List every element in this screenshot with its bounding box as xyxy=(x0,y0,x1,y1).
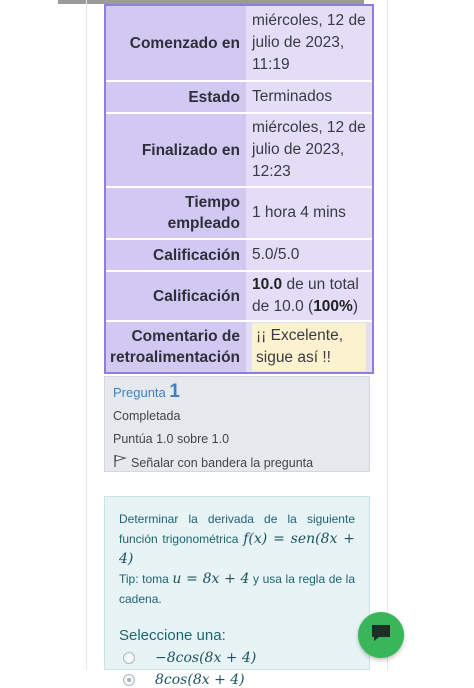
question-text-panel xyxy=(104,496,370,688)
grade-total-text: de un total de 10.0 ( xyxy=(252,276,359,315)
summary-value: 1 hora 4 mins xyxy=(246,188,372,238)
summary-value xyxy=(246,322,372,372)
chat-button[interactable] xyxy=(358,612,404,658)
question-number xyxy=(113,383,361,402)
answer-option[interactable] xyxy=(119,672,355,688)
question-statement xyxy=(119,509,355,569)
attempt-summary-table xyxy=(104,4,374,374)
answer-option-text: −8cos(8x + 4) xyxy=(155,650,257,666)
flag-icon xyxy=(113,454,127,471)
summary-label: Calificación xyxy=(106,240,246,270)
select-one-prompt: Seleccione una: xyxy=(119,627,226,644)
radio-button[interactable] xyxy=(123,652,135,664)
answer-option[interactable] xyxy=(119,650,355,666)
flag-question-link[interactable] xyxy=(113,454,361,471)
question-number-prefix: Pregunta xyxy=(113,385,166,400)
summary-value xyxy=(246,272,372,320)
summary-row-state xyxy=(106,80,372,112)
question-function: f(x) = sen(8x + 4) xyxy=(119,531,355,567)
answer-option-text: 8cos(8x + 4) xyxy=(155,672,245,688)
question-text: Determinar la derivada de la siguiente función trigonométrica xyxy=(119,512,355,546)
flag-question-label: Señalar con bandera la pregunta xyxy=(131,455,314,470)
summary-row-marks xyxy=(106,238,372,270)
question-tip xyxy=(119,569,355,609)
summary-value: 5.0/5.0 xyxy=(246,240,372,270)
feedback-text: ¡¡ Excelente, sigue así !! xyxy=(252,323,366,371)
grade-percent: 100% xyxy=(313,298,353,315)
tip-substitution: u = 8x + 4 xyxy=(172,571,250,587)
page-edge-right xyxy=(387,0,388,670)
summary-label: Estado xyxy=(106,82,246,112)
radio-button[interactable] xyxy=(123,674,135,686)
question-grade: Puntúa 1.0 sobre 1.0 xyxy=(113,432,230,446)
summary-value: miércoles, 12 de julio de 2023, 12:23 xyxy=(246,114,372,186)
grade-close-paren: ) xyxy=(352,298,359,315)
tip-suffix: y usa la regla de la cadena. xyxy=(119,572,355,606)
summary-label: Comenzado en xyxy=(106,6,246,80)
summary-row-finished xyxy=(106,112,372,186)
summary-value: miércoles, 12 de julio de 2023, 11:19 xyxy=(246,6,372,80)
summary-label: Calificación xyxy=(106,272,246,320)
grade-score: 10.0 xyxy=(252,276,283,293)
summary-value: Terminados xyxy=(246,82,372,112)
tip-prefix: Tip: toma xyxy=(119,572,169,586)
question-info-panel xyxy=(104,376,370,472)
summary-row-time-taken xyxy=(106,186,372,238)
question-number-value: 1 xyxy=(169,381,180,402)
summary-label: Comentario de retroalimentación xyxy=(106,322,246,372)
summary-row-started xyxy=(106,6,372,80)
page-edge-left xyxy=(86,0,87,670)
summary-label: Tiempo empleado xyxy=(106,188,246,238)
summary-row-feedback xyxy=(106,320,372,372)
summary-row-grade xyxy=(106,270,372,320)
summary-label: Finalizado en xyxy=(106,114,246,186)
chat-icon xyxy=(369,622,393,649)
question-state: Completada xyxy=(113,409,181,423)
